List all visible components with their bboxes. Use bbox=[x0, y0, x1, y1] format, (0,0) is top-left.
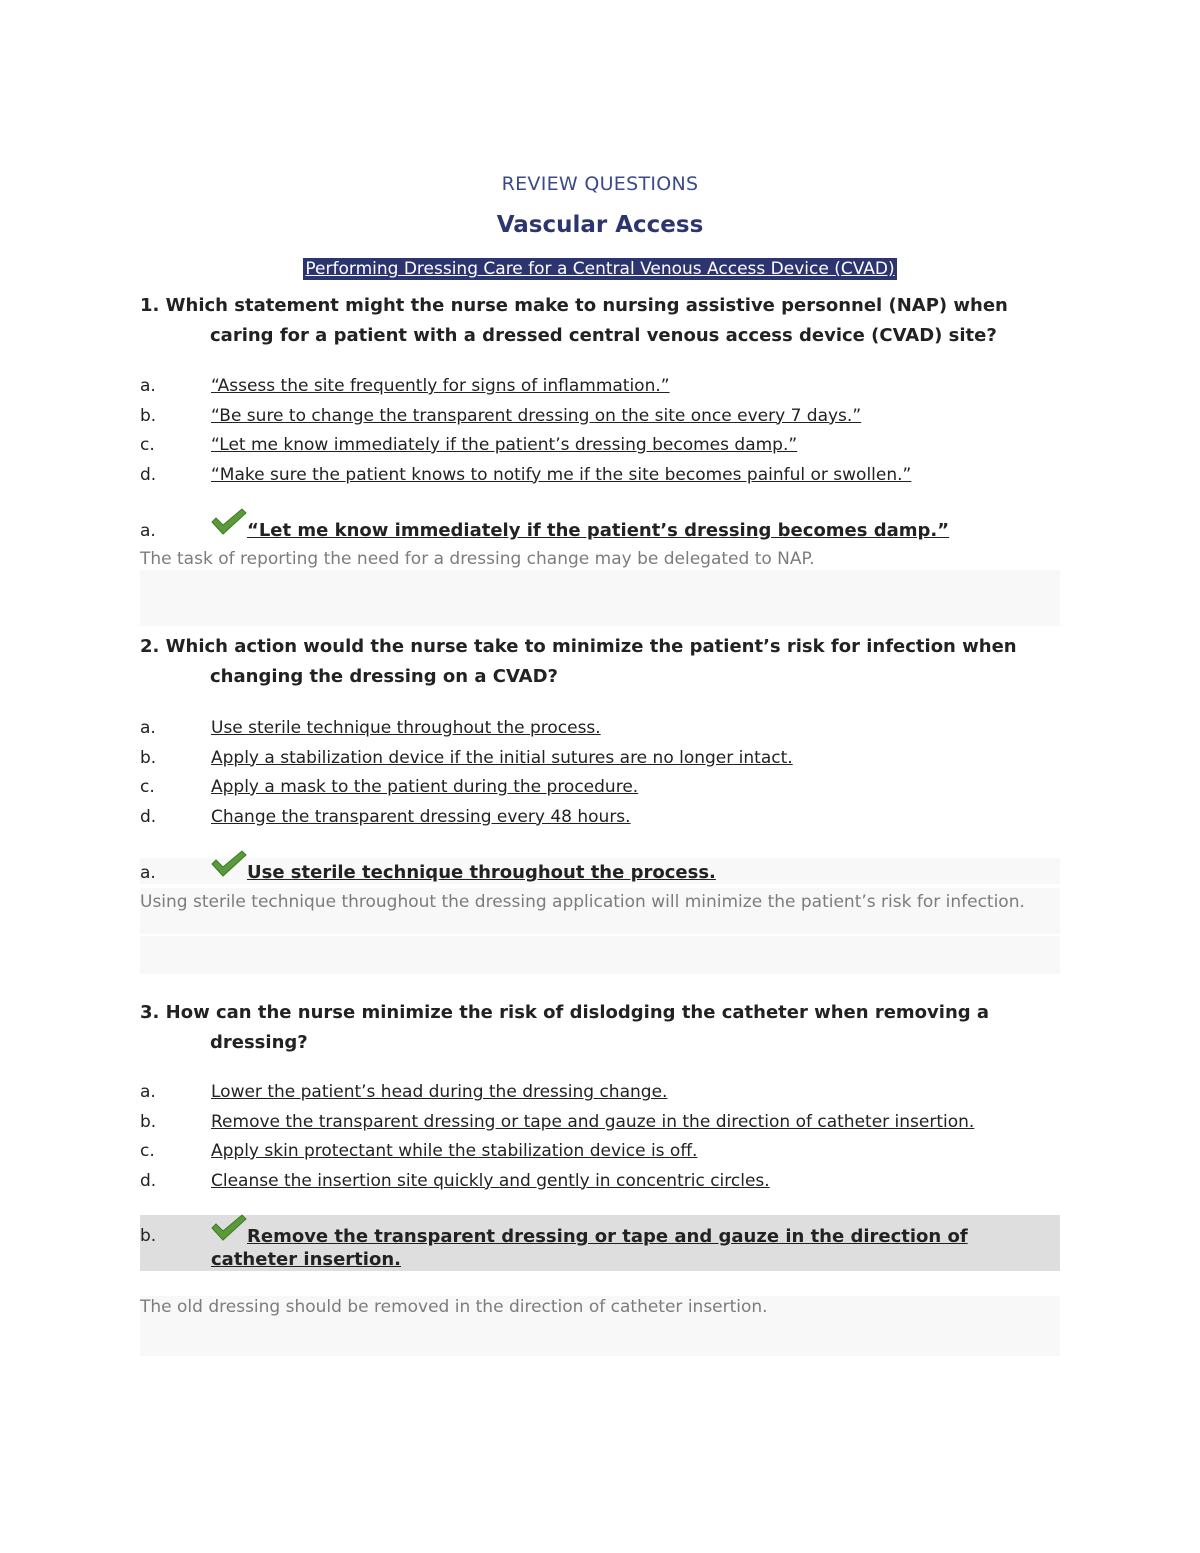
answer-text: “Let me know immediately if the patient’s dressing becomes damp.” bbox=[247, 520, 950, 541]
option-text[interactable]: “Assess the site frequently for signs of inflammation.” bbox=[211, 376, 670, 396]
question-number: 1. bbox=[140, 295, 160, 316]
option-d[interactable] bbox=[140, 803, 1060, 833]
explanation-text: Using sterile technique throughout the dressing application will minimize the patient’s risk for infection. bbox=[140, 892, 1025, 912]
question-body: How can the nurse minimize the risk of dislodging the catheter when removing a dressing? bbox=[165, 1002, 990, 1053]
answer-text: Remove the transparent dressing or tape and gauze in the direction of catheter insertion. bbox=[211, 1226, 968, 1270]
check-mark-icon bbox=[210, 849, 248, 879]
option-letter: c. bbox=[140, 777, 155, 797]
option-text[interactable]: Use sterile technique throughout the process. bbox=[211, 718, 601, 738]
option-c[interactable] bbox=[140, 431, 1060, 461]
option-text[interactable]: Change the transparent dressing every 48 hours. bbox=[211, 806, 631, 827]
option-text[interactable]: Apply a mask to the patient during the procedure. bbox=[211, 777, 639, 797]
check-mark-icon bbox=[210, 507, 248, 537]
option-letter: b. bbox=[140, 747, 157, 768]
question-number: 3. bbox=[140, 1002, 160, 1023]
explanation-1: The task of reporting the need for a dressing change may be delegated to NAP. bbox=[140, 549, 815, 569]
options-1 bbox=[140, 372, 1060, 490]
option-b[interactable] bbox=[140, 1108, 1060, 1138]
answer-letter: a. bbox=[140, 863, 156, 883]
option-letter: d. bbox=[140, 1170, 157, 1191]
option-b[interactable] bbox=[140, 402, 1060, 432]
explanation-2 bbox=[140, 892, 1060, 913]
option-text[interactable]: Apply a stabilization device if the initial sutures are no longer intact. bbox=[211, 747, 793, 768]
option-letter: d. bbox=[140, 806, 157, 827]
document-page bbox=[140, 0, 1060, 1317]
answer-3 bbox=[140, 1225, 1060, 1271]
option-b[interactable] bbox=[140, 744, 1060, 774]
option-letter: a. bbox=[140, 718, 156, 738]
question-number: 2. bbox=[140, 636, 160, 657]
option-text[interactable]: Remove the transparent dressing or tape and gauze in the direction of catheter insertion. bbox=[211, 1111, 975, 1132]
option-d[interactable] bbox=[140, 1167, 1060, 1197]
subtopic-wrap bbox=[140, 258, 1060, 280]
option-letter: d. bbox=[140, 464, 157, 485]
option-d[interactable] bbox=[140, 461, 1060, 491]
option-letter: a. bbox=[140, 376, 156, 396]
answer-panel-1 bbox=[140, 570, 1060, 626]
option-letter: c. bbox=[140, 435, 155, 455]
check-mark-icon bbox=[210, 1213, 248, 1243]
question-text bbox=[140, 998, 1060, 1058]
option-letter: c. bbox=[140, 1141, 155, 1161]
review-heading: REVIEW QUESTIONS bbox=[501, 173, 699, 195]
option-letter: a. bbox=[140, 1082, 156, 1102]
option-text[interactable]: “Let me know immediately if the patient’s dressing becomes damp.” bbox=[211, 435, 798, 455]
question-text bbox=[140, 632, 1060, 692]
question-text bbox=[140, 291, 1060, 351]
option-a[interactable] bbox=[140, 372, 1060, 402]
option-text[interactable]: Cleanse the insertion site quickly and gently in concentric circles. bbox=[211, 1170, 770, 1191]
question-1 bbox=[140, 291, 1060, 351]
topic-title: Vascular Access bbox=[496, 212, 704, 238]
option-text[interactable]: “Make sure the patient knows to notify me if the site becomes painful or swollen.” bbox=[211, 464, 912, 485]
question-2 bbox=[140, 632, 1060, 692]
options-3 bbox=[140, 1078, 1060, 1196]
answer-letter: a. bbox=[140, 521, 156, 541]
question-body: Which action would the nurse take to minimize the patient’s risk for infection when changing the dressing on a CVAD? bbox=[165, 636, 1017, 687]
option-c[interactable] bbox=[140, 773, 1060, 803]
option-c[interactable] bbox=[140, 1137, 1060, 1167]
option-a[interactable] bbox=[140, 1078, 1060, 1108]
answer-letter: b. bbox=[140, 1226, 157, 1246]
answer-text: Use sterile technique throughout the process. bbox=[247, 862, 716, 883]
option-a[interactable] bbox=[140, 714, 1060, 744]
question-3 bbox=[140, 998, 1060, 1058]
explanation-3: The old dressing should be removed in the direction of catheter insertion. bbox=[140, 1297, 768, 1317]
option-text[interactable]: “Be sure to change the transparent dressing on the site once every 7 days.” bbox=[211, 405, 862, 426]
option-text[interactable]: Lower the patient’s head during the dressing change. bbox=[211, 1082, 668, 1102]
subtopic-title: Performing Dressing Care for a Central Venous Access Device (CVAD) bbox=[305, 259, 895, 279]
options-2 bbox=[140, 714, 1060, 832]
answer-panel-2c bbox=[140, 936, 1060, 974]
option-letter: b. bbox=[140, 1111, 157, 1132]
option-letter: b. bbox=[140, 405, 157, 426]
option-text[interactable]: Apply skin protectant while the stabilization device is off. bbox=[211, 1141, 698, 1161]
question-body: Which statement might the nurse make to nursing assistive personnel (NAP) when caring for a patient with a dressed central venous access device (CVAD) site? bbox=[165, 295, 1008, 346]
